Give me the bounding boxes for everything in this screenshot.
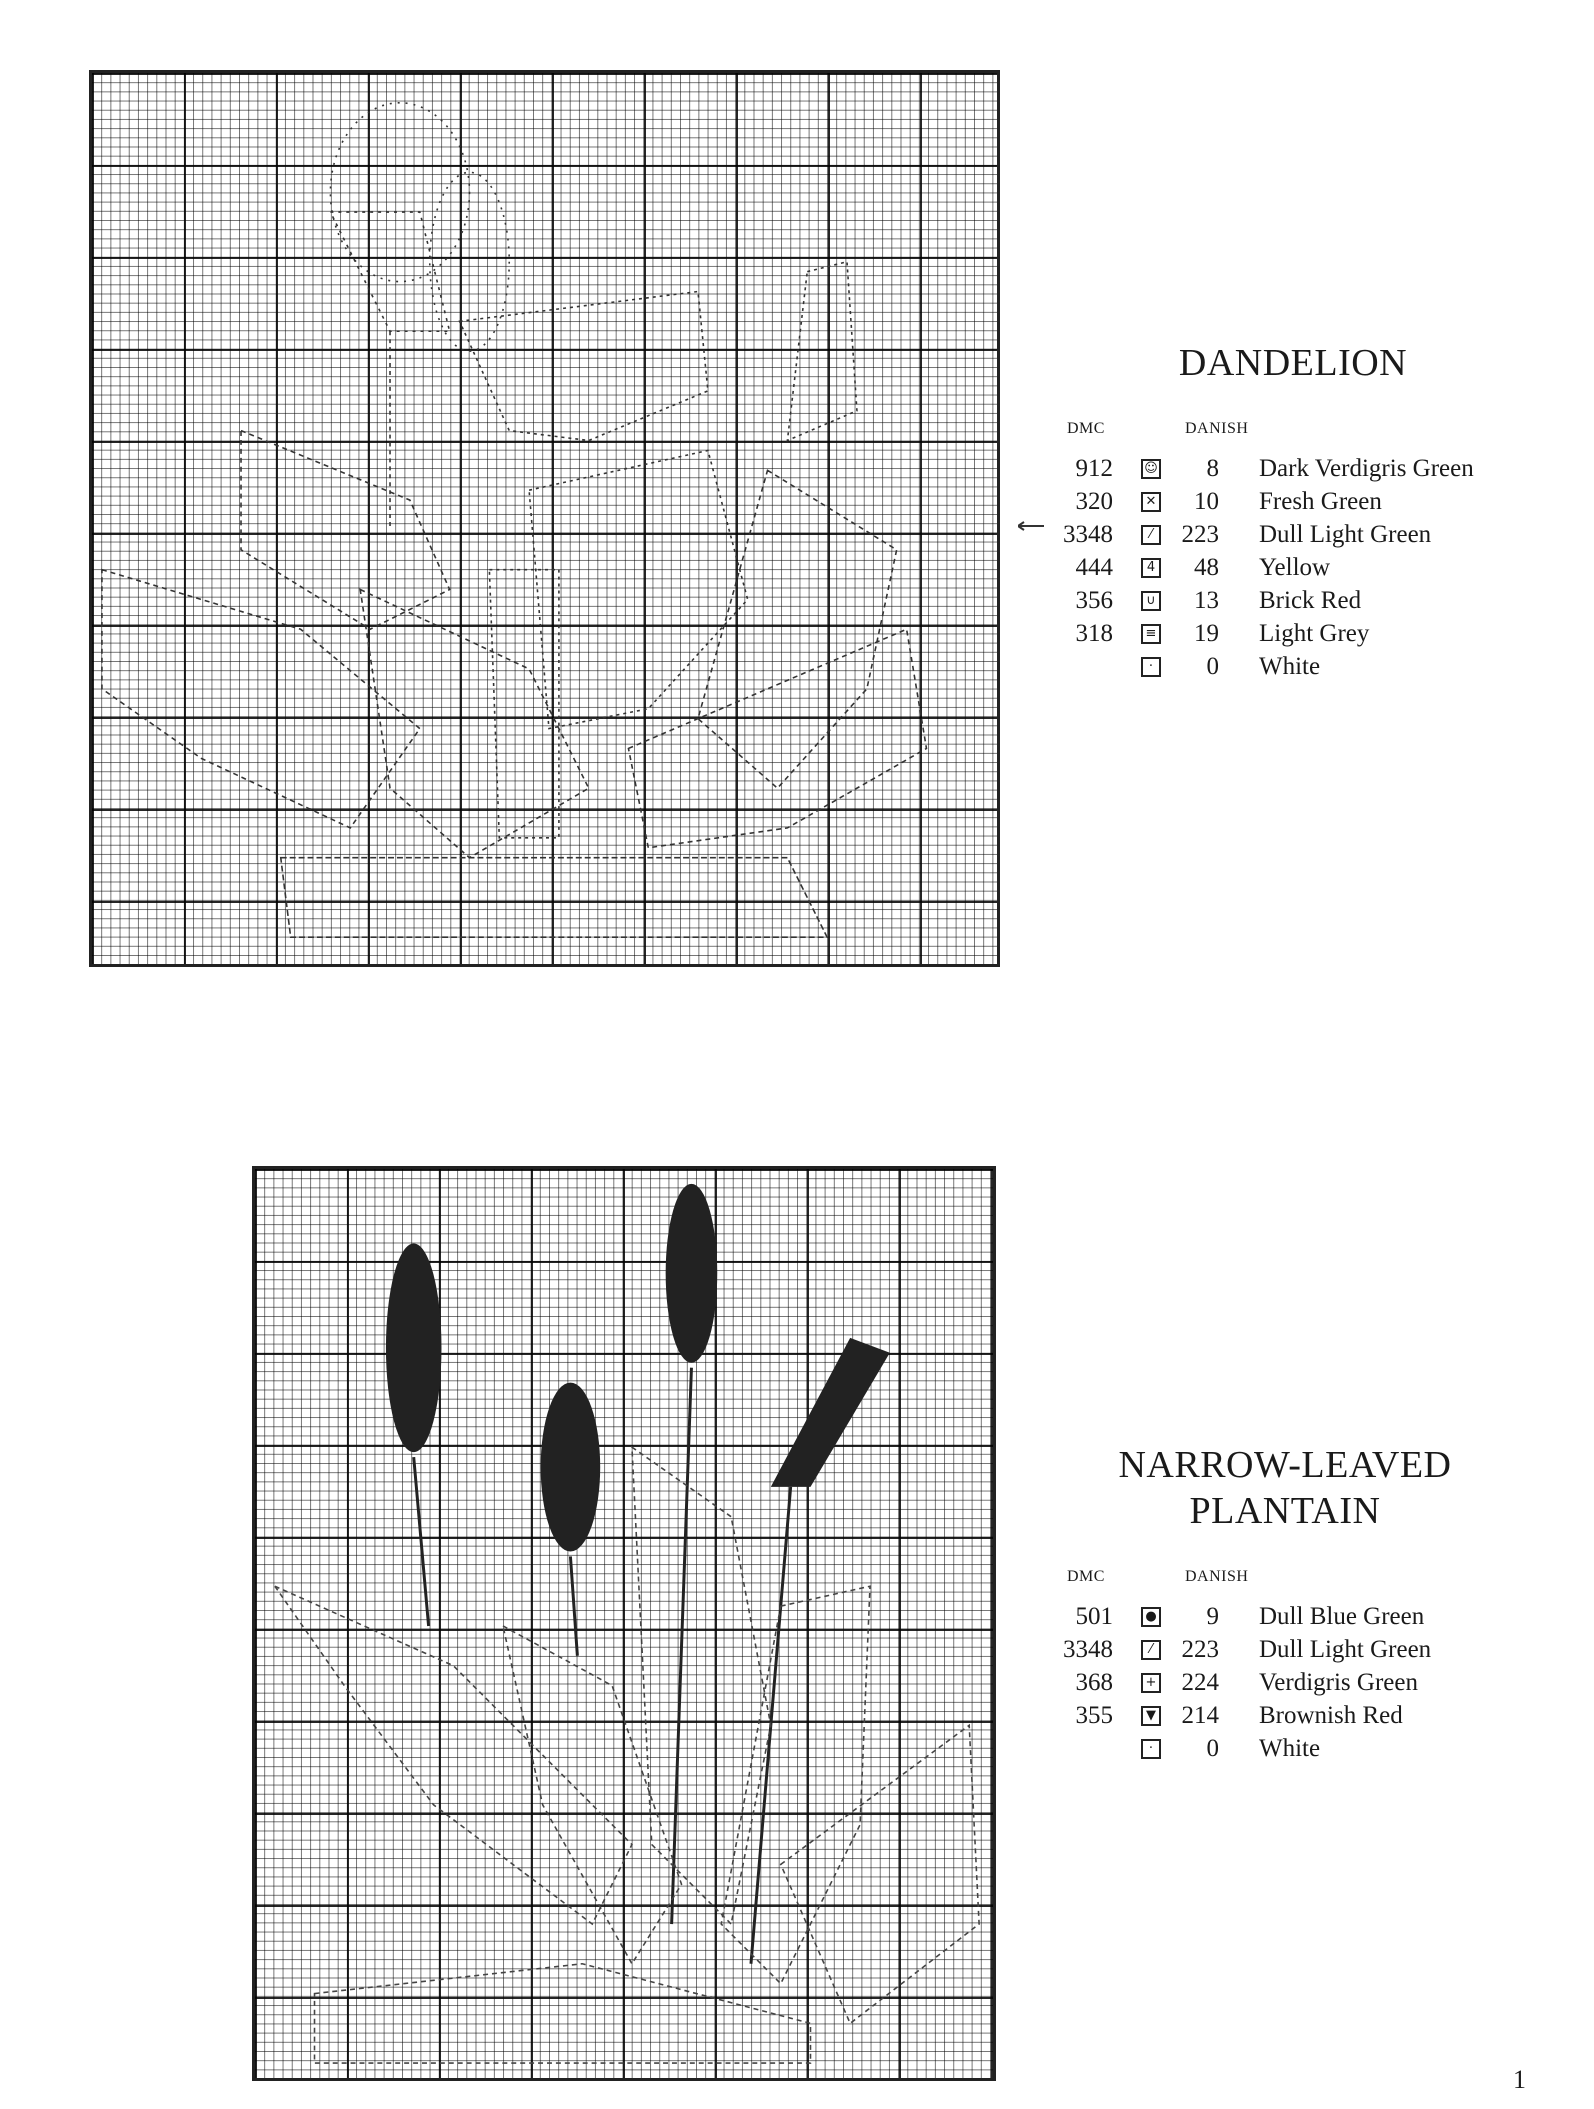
danish-number: 0 [1206,652,1219,680]
legend-row [1045,1633,1565,1666]
plantain-pattern-marks [255,1169,993,2078]
color-name: Yellow [1259,553,1331,581]
triangle-symbol-icon: ▼ [1141,1706,1161,1726]
color-name: Dull Light Green [1259,520,1432,548]
plantain-pattern-chart [252,1166,996,2081]
danish-number: 214 [1181,1701,1219,1729]
four-symbol-icon: 4 [1141,558,1161,578]
danish-number: 9 [1206,1602,1219,1630]
dmc-number: 501 [1075,1602,1113,1630]
dmc-number: 356 [1075,586,1113,614]
dmc-number: 318 [1075,619,1113,647]
dot-symbol-icon: · [1141,657,1161,677]
color-name: White [1259,652,1321,680]
dmc-number: 3348 [1063,1635,1113,1663]
plus-symbol-icon: + [1141,1673,1161,1693]
danish-number: 0 [1206,1734,1219,1762]
danish-number: 223 [1181,1635,1219,1663]
legend-row [1045,1666,1565,1699]
color-name: Brick Red [1259,586,1362,614]
figure-symbol-icon: ☺ [1141,459,1161,479]
legend-header [1045,1568,1565,1586]
legend-row [1045,518,1565,551]
check-symbol-icon: ∪ [1141,591,1161,611]
color-name: Dark Verdigris Green [1259,454,1474,482]
page-number: 1 [1513,2065,1526,2094]
legend-row [1045,584,1565,617]
dandelion-pattern-marks [92,73,997,964]
filled-dot-symbol-icon: ● [1141,1607,1161,1627]
legend-row [1045,1732,1565,1765]
legend-row [1045,650,1565,683]
legend-row [1045,452,1565,485]
legend-row [1045,485,1565,518]
danish-number: 8 [1206,454,1219,482]
legend-row [1045,551,1565,584]
slash-symbol-icon: ⁄ [1141,1640,1161,1660]
color-name: Verdigris Green [1259,1668,1418,1696]
chart-title-line-1: NARROW-LEAVED [1118,1444,1452,1486]
color-name: Dull Blue Green [1259,1602,1425,1630]
x-symbol-icon: ✕ [1141,492,1161,512]
danish-column-header: DANISH [1185,1568,1249,1585]
danish-number: 10 [1194,487,1219,515]
legend-row [1045,617,1565,650]
danish-number: 224 [1181,1668,1219,1696]
dandelion-legend [1045,340,1565,683]
danish-number: 223 [1181,520,1219,548]
legend-row [1045,1600,1565,1633]
dmc-number: 3348 [1063,520,1113,548]
dandelion-pattern-chart [89,70,1000,967]
dmc-number: 320 [1075,487,1113,515]
danish-column-header: DANISH [1185,420,1249,437]
color-name: Fresh Green [1259,487,1382,515]
color-name: Brownish Red [1259,1701,1403,1729]
danish-number: 13 [1194,586,1219,614]
dmc-column-header: DMC [1067,420,1105,437]
pointer-mark-icon [1018,521,1046,531]
dmc-number: 355 [1075,1701,1113,1729]
danish-number: 48 [1194,553,1219,581]
danish-number: 19 [1194,619,1219,647]
dmc-number: 444 [1075,553,1113,581]
color-name: Dull Light Green [1259,1635,1432,1663]
color-name: Light Grey [1259,619,1370,647]
slash-symbol-icon: ⁄ [1141,525,1161,545]
legend-row [1045,1699,1565,1732]
dmc-number: 912 [1075,454,1113,482]
legend-header [1045,420,1565,438]
dot-symbol-icon: · [1141,1739,1161,1759]
dmc-column-header: DMC [1067,1568,1105,1585]
equals-symbol-icon: ≡ [1141,624,1161,644]
dmc-number: 368 [1075,1668,1113,1696]
chart-title: DANDELION [1178,342,1408,384]
chart-title [1085,1442,1485,1534]
color-name: White [1259,1734,1321,1762]
chart-title-line-2: PLANTAIN [1189,1490,1381,1532]
plantain-legend [1045,1442,1565,1765]
